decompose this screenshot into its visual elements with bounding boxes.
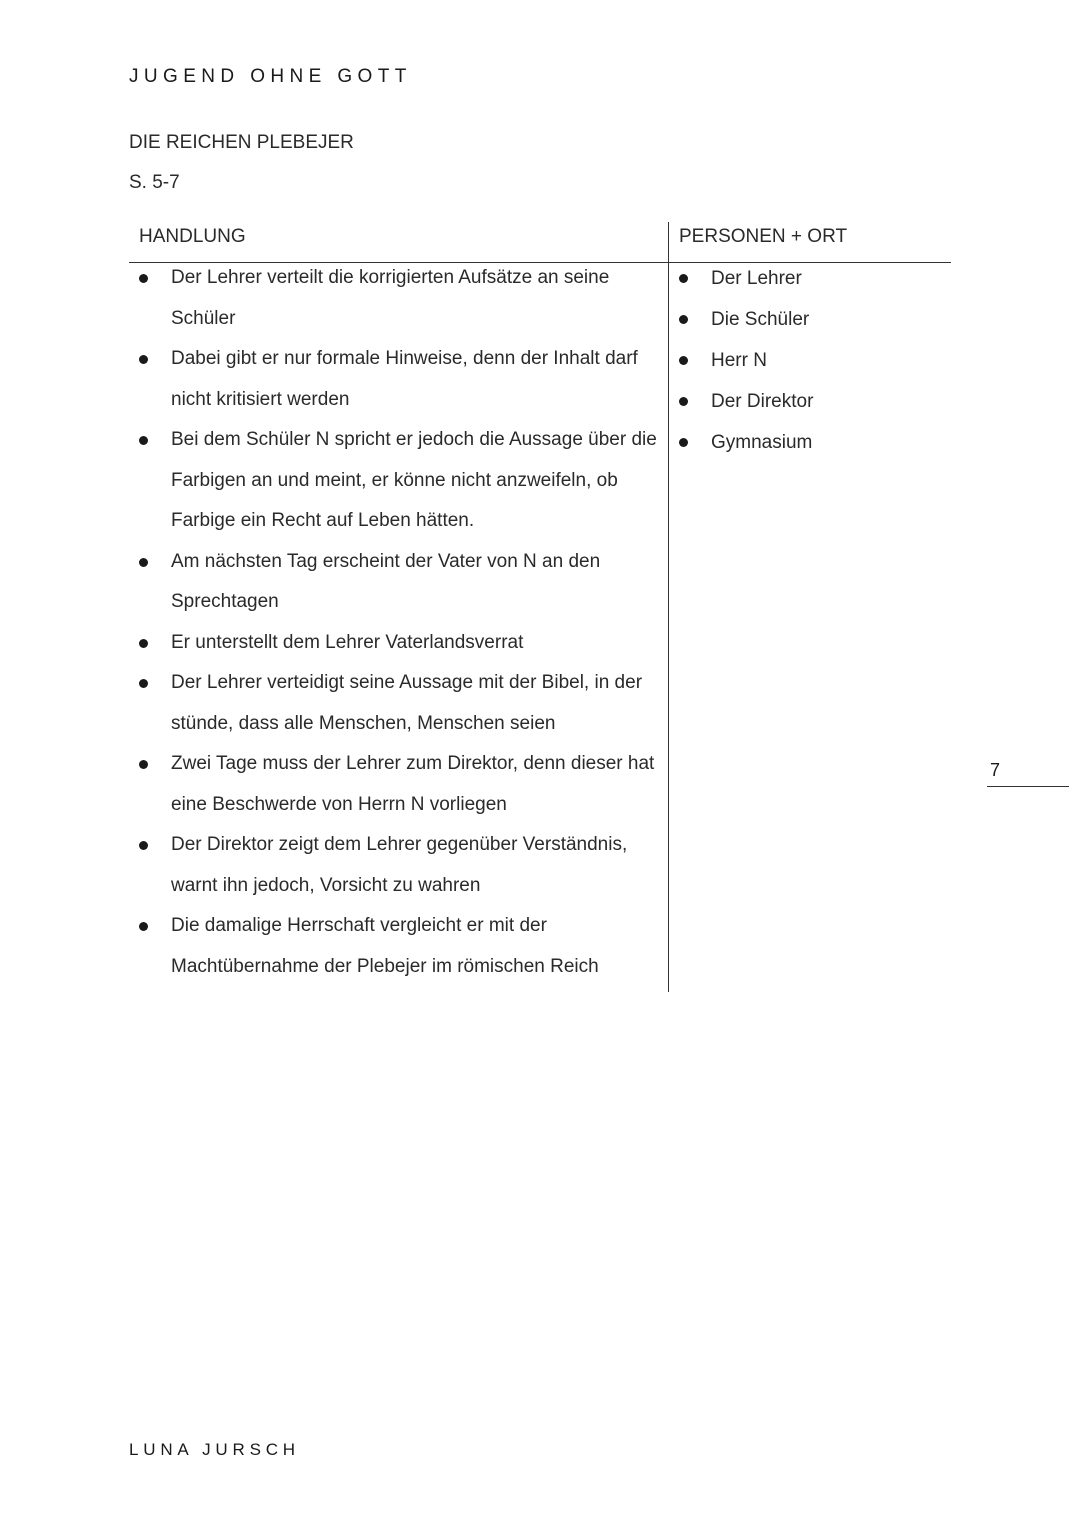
plot-item-text: Der Direktor zeigt dem Lehrer gegenüber Verständnis, warnt ihn jedoch, Vorsicht zu wahren [171, 834, 628, 896]
bullet-icon [139, 436, 148, 445]
bullet-icon [679, 315, 688, 324]
page-number: 7 [990, 760, 1001, 780]
bullet-icon [139, 841, 148, 850]
bullet-icon [139, 679, 148, 688]
plot-list [129, 258, 659, 987]
footer-author: LUNA JURSCH [129, 1440, 300, 1459]
plot-item [129, 663, 659, 744]
plot-item-text: Der Lehrer verteidigt seine Aussage mit der Bibel, in der stünde, dass alle Menschen, Menschen seien [171, 672, 643, 734]
bullet-icon [139, 639, 148, 648]
plot-item [129, 623, 659, 664]
person-item-text: Die Schüler [711, 309, 810, 330]
person-item-text: Der Direktor [711, 391, 814, 412]
plot-item [129, 825, 659, 906]
section-title: DIE REICHEN PLEBEJER [129, 132, 354, 153]
people-places-list [678, 258, 938, 463]
bullet-icon [679, 438, 688, 447]
person-item [678, 381, 938, 422]
person-item [678, 340, 938, 381]
document-header: JUGEND OHNE GOTT [129, 66, 412, 87]
bullet-icon [679, 356, 688, 365]
plot-item [129, 906, 659, 987]
plot-item [129, 420, 659, 542]
column-header-plot: HANDLUNG [139, 226, 246, 247]
bullet-icon [679, 274, 688, 283]
bullet-icon [139, 274, 148, 283]
person-item-text: Herr N [711, 350, 767, 371]
place-item [678, 422, 938, 463]
plot-item [129, 339, 659, 420]
person-item [678, 299, 938, 340]
person-item [678, 258, 938, 299]
plot-item [129, 744, 659, 825]
bullet-icon [139, 558, 148, 567]
plot-item-text: Am nächsten Tag erscheint der Vater von N an den Sprechtagen [171, 550, 601, 612]
place-item-text: Gymnasium [711, 432, 813, 453]
person-item-text: Der Lehrer [711, 268, 802, 289]
bullet-icon [679, 397, 688, 406]
plot-item-text: Zwei Tage muss der Lehrer zum Direktor, denn dieser hat eine Beschwerde von Herrn N vorliegen [171, 753, 655, 815]
plot-item-text: Dabei gibt er nur formale Hinweise, denn der Inhalt darf nicht kritisiert werden [171, 348, 638, 410]
table-column-divider [668, 222, 669, 992]
bullet-icon [139, 760, 148, 769]
plot-item-text: Bei dem Schüler N spricht er jedoch die Aussage über die Farbigen an und meint, er könne nicht anzweifeln, ob Farbige ein Recht auf Leben hätten. [171, 429, 657, 531]
bullet-icon [139, 922, 148, 931]
page-number-underline [987, 786, 1069, 787]
column-header-people: PERSONEN + ORT [679, 226, 848, 247]
bullet-icon [139, 355, 148, 364]
plot-item [129, 258, 659, 339]
page-reference: S. 5-7 [129, 172, 180, 193]
plot-item-text: Die damalige Herrschaft vergleicht er mit der Machtübernahme der Plebejer im römischen Reich [171, 915, 599, 977]
plot-item [129, 542, 659, 623]
plot-item-text: Der Lehrer verteilt die korrigierten Aufsätze an seine Schüler [171, 267, 610, 329]
plot-item-text: Er unterstellt dem Lehrer Vaterlandsverrat [171, 631, 524, 653]
